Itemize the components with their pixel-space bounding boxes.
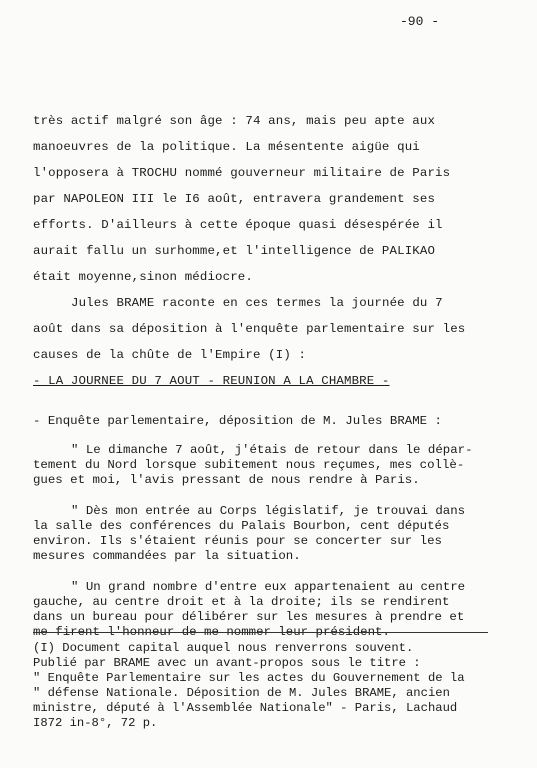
footnote-line: I872 in-8°, 72 p.	[33, 716, 158, 730]
text-line: très actif malgré son âge : 74 ans, mais peu apte aux	[33, 114, 436, 128]
text-line: efforts. D'ailleurs à cette époque quasi désespérée il	[33, 218, 443, 232]
text-line: l'opposera à TROCHU nommé gouverneur militaire de Paris	[33, 166, 451, 180]
quote-line: me firent l'honneur de me nommer leur président.	[33, 625, 390, 639]
text-line: par NAPOLEON III le I6 août, entravera grandement ses	[33, 192, 436, 206]
quotation-block	[33, 443, 513, 656]
text-line: aurait fallu un surhomme,et l'intelligence de PALIKAO	[33, 244, 436, 258]
footnote-separator	[33, 632, 488, 633]
quote-line: mesures commandées par la situation.	[33, 549, 301, 563]
page-number: -90 -	[400, 14, 440, 29]
quote-line: gues et moi, l'avis pressant de nous rendre à Paris.	[33, 473, 420, 487]
subheading: - Enquête parlementaire, déposition de M. Jules BRAME :	[33, 414, 442, 428]
text-line: Jules BRAME raconte en ces termes la journée du 7	[71, 296, 443, 310]
footnote-line: Publié par BRAME avec un avant-propos sous le titre :	[33, 656, 421, 670]
footnote-line: (I) Document capital auquel nous renverrons souvent.	[33, 641, 414, 655]
text-line: causes de la chûte de l'Empire (I) :	[33, 348, 307, 362]
quote-paragraph	[33, 443, 513, 488]
text-line: était moyenne,sinon médiocre.	[33, 270, 253, 284]
quote-line: tement du Nord lorsque subitement nous reçumes, mes collè-	[33, 458, 465, 472]
text-line: manoeuvres de la politique. La mésentente aigüe qui	[33, 140, 420, 154]
footnote	[33, 641, 523, 731]
text-line: août dans sa déposition à l'enquête parlementaire sur les	[33, 322, 466, 336]
quote-line: gauche, au centre droit et à la droite; ils se rendirent	[33, 595, 450, 609]
section-heading: - LA JOURNEE DU 7 AOUT - REUNION A LA CHAMBRE -	[33, 374, 390, 388]
quote-paragraph	[33, 504, 513, 564]
quote-line: la salle des conférences du Palais Bourbon, cent députés	[33, 519, 450, 533]
quote-line: environ. Ils s'étaient réunis pour se concerter sur les	[33, 534, 442, 548]
quote-line: dans un bureau pour délibérer sur les mesures à prendre et	[33, 610, 465, 624]
main-text	[33, 108, 513, 394]
footnote-line: " Enquête Parlementaire sur les actes du Gouvernement de la	[33, 671, 465, 685]
footnote-line: ministre, député à l'Assemblée Nationale" - Paris, Lachaud	[33, 701, 458, 715]
footnote-line: " défense Nationale. Déposition de M. Jules BRAME, ancien	[33, 686, 450, 700]
quote-line: " Dès mon entrée au Corps législatif, je trouvai dans	[71, 504, 466, 518]
quote-paragraph	[33, 580, 513, 640]
quote-line: " Le dimanche 7 août, j'étais de retour dans le dépar-	[71, 443, 473, 457]
quote-line: " Un grand nombre d'entre eux appartenaient au centre	[71, 580, 466, 594]
